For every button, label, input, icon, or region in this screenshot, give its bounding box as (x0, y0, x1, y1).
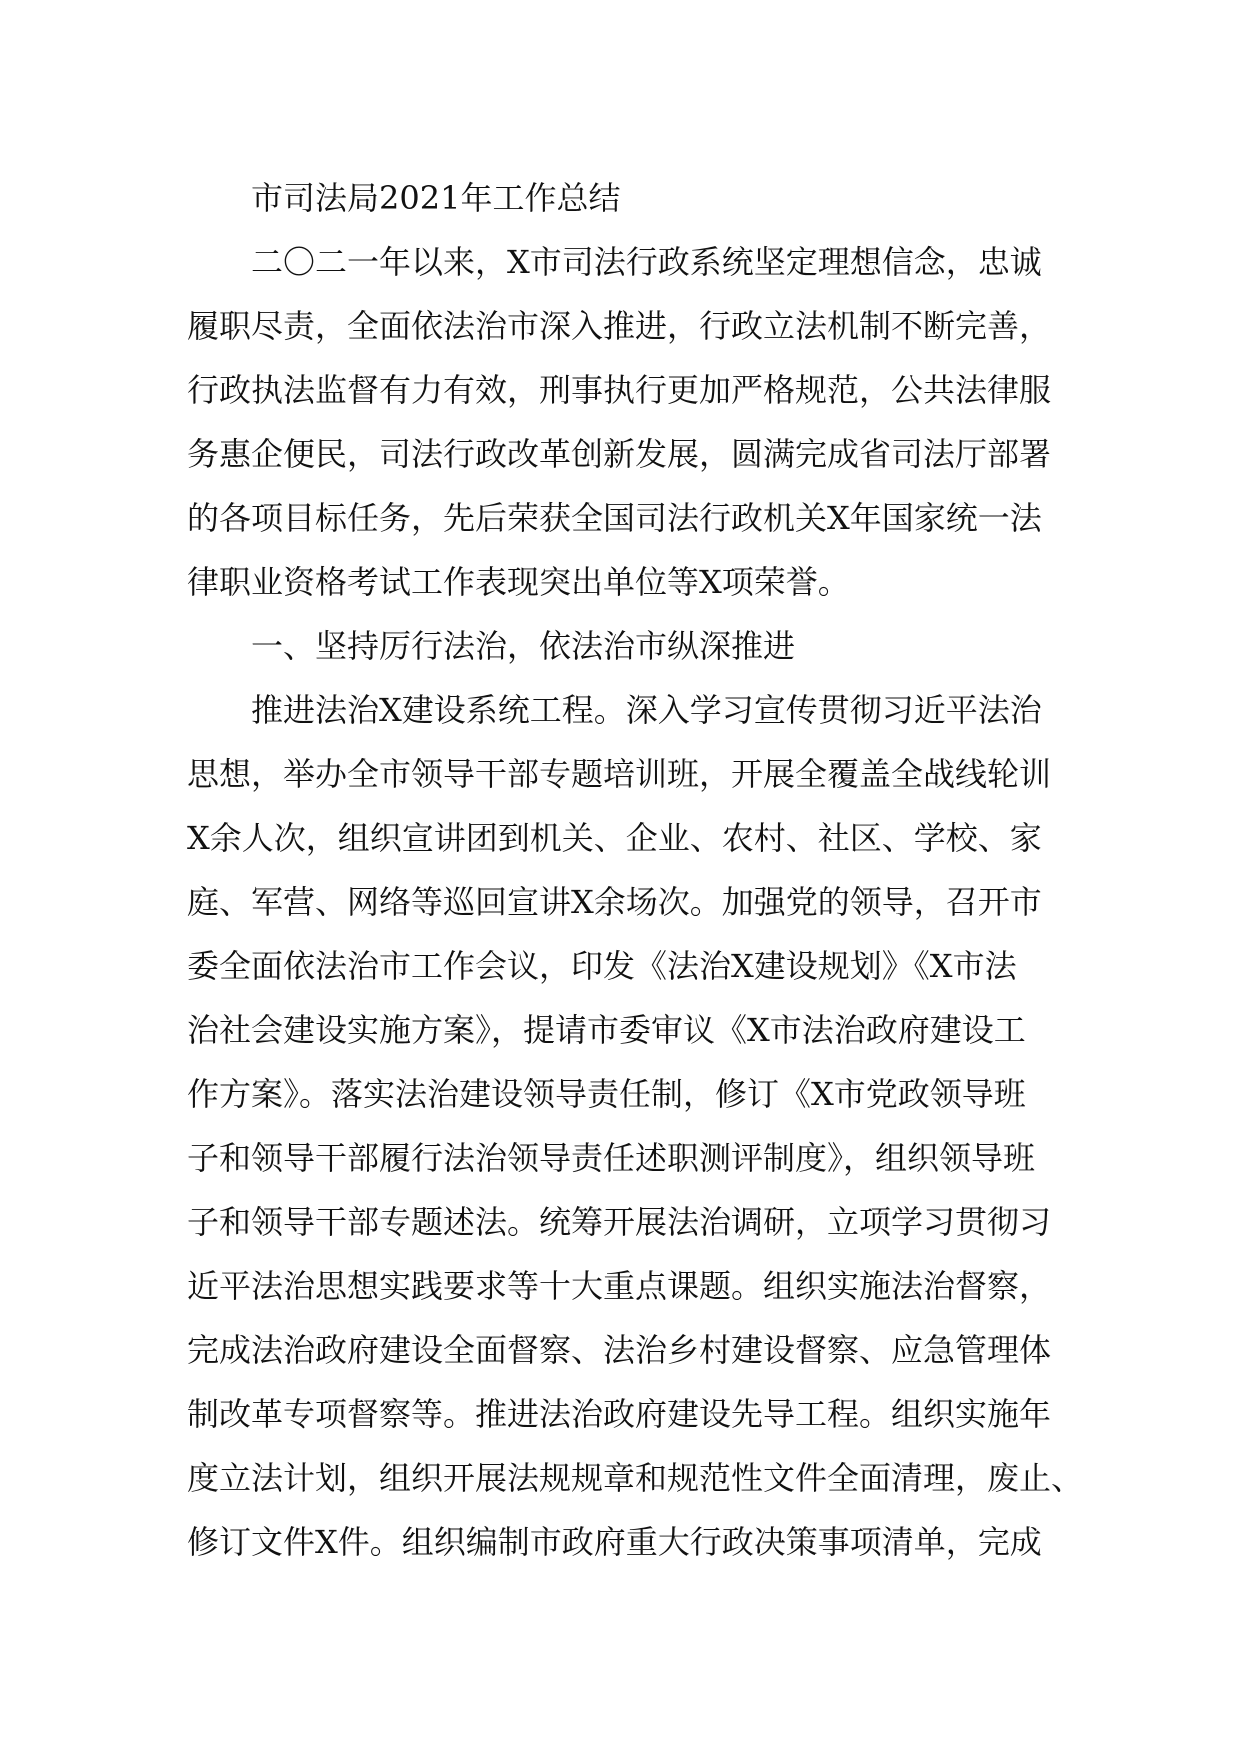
paragraph-line: 思想，举办全市领导干部专题培训班，开展全覆盖全战线轮训 (187, 755, 1052, 793)
paragraph-intro (187, 230, 1067, 614)
paragraph-line: 制改革专项督察等。推进法治政府建设先导工程。组织实施年 (187, 1395, 1052, 1433)
paragraph-line: 务惠企便民，司法行政改革创新发展，圆满完成省司法厅部署 (187, 435, 1052, 473)
paragraph-line: 完成法治政府建设全面督察、法治乡村建设督察、应急管理体 (187, 1331, 1052, 1369)
paragraph-line: 子和领导干部履行法治领导责任述职测评制度》，组织领导班 (187, 1139, 1036, 1177)
paragraph-line: X余人次，组织宣讲团到机关、企业、农村、社区、学校、家 (187, 819, 1042, 857)
section-heading: 一、坚持厉行法治，依法治市纵深推进 (251, 627, 796, 665)
paragraph-line: 行政执法监督有力有效，刑事执行更加严格规范，公共法律服 (187, 371, 1052, 409)
paragraph-line: 委全面依法治市工作会议，印发《法治X建设规划》《X市法 (187, 947, 1017, 985)
paragraph-line: 推进法治X建设系统工程。深入学习宣传贯彻习近平法治 (251, 691, 1042, 729)
paragraph-line: 律职业资格考试工作表现突出单位等X项荣誉。 (187, 563, 850, 601)
paragraph-line: 履职尽责，全面依法治市深入推进，行政立法机制不断完善， (187, 307, 1052, 345)
paragraph-line: 庭、军营、网络等巡回宣讲X余场次。加强党的领导，召开市 (187, 883, 1042, 921)
paragraph-line: 子和领导干部专题述法。统筹开展法治调研，立项学习贯彻习 (187, 1203, 1052, 1241)
paragraph-line: 度立法计划，组织开展法规规章和规范性文件全面清理，废止、 (187, 1459, 1084, 1497)
paragraph-line: 修订文件X件。组织编制市政府重大行政决策事项清单，完成 (187, 1523, 1042, 1561)
paragraph-line: 作方案》。落实法治建设领导责任制，修订《X市党政领导班 (187, 1075, 1026, 1113)
section-heading-1 (187, 614, 1067, 678)
document-title: 市司法局2021年工作总结 (251, 179, 621, 217)
paragraph-line: 的各项目标任务，先后荣获全国司法行政机关X年国家统一法 (187, 499, 1042, 537)
paragraph-section-1 (187, 678, 1084, 1574)
paragraph-line: 治社会建设实施方案》，提请市委审议《X市法治政府建设工 (187, 1011, 1026, 1049)
paragraph-line: 近平法治思想实践要求等十大重点课题。组织实施法治督察， (187, 1267, 1052, 1305)
document-body (187, 166, 1084, 1574)
paragraph-line: 二〇二一年以来，X市司法行政系统坚定理想信念，忠诚 (251, 243, 1042, 281)
